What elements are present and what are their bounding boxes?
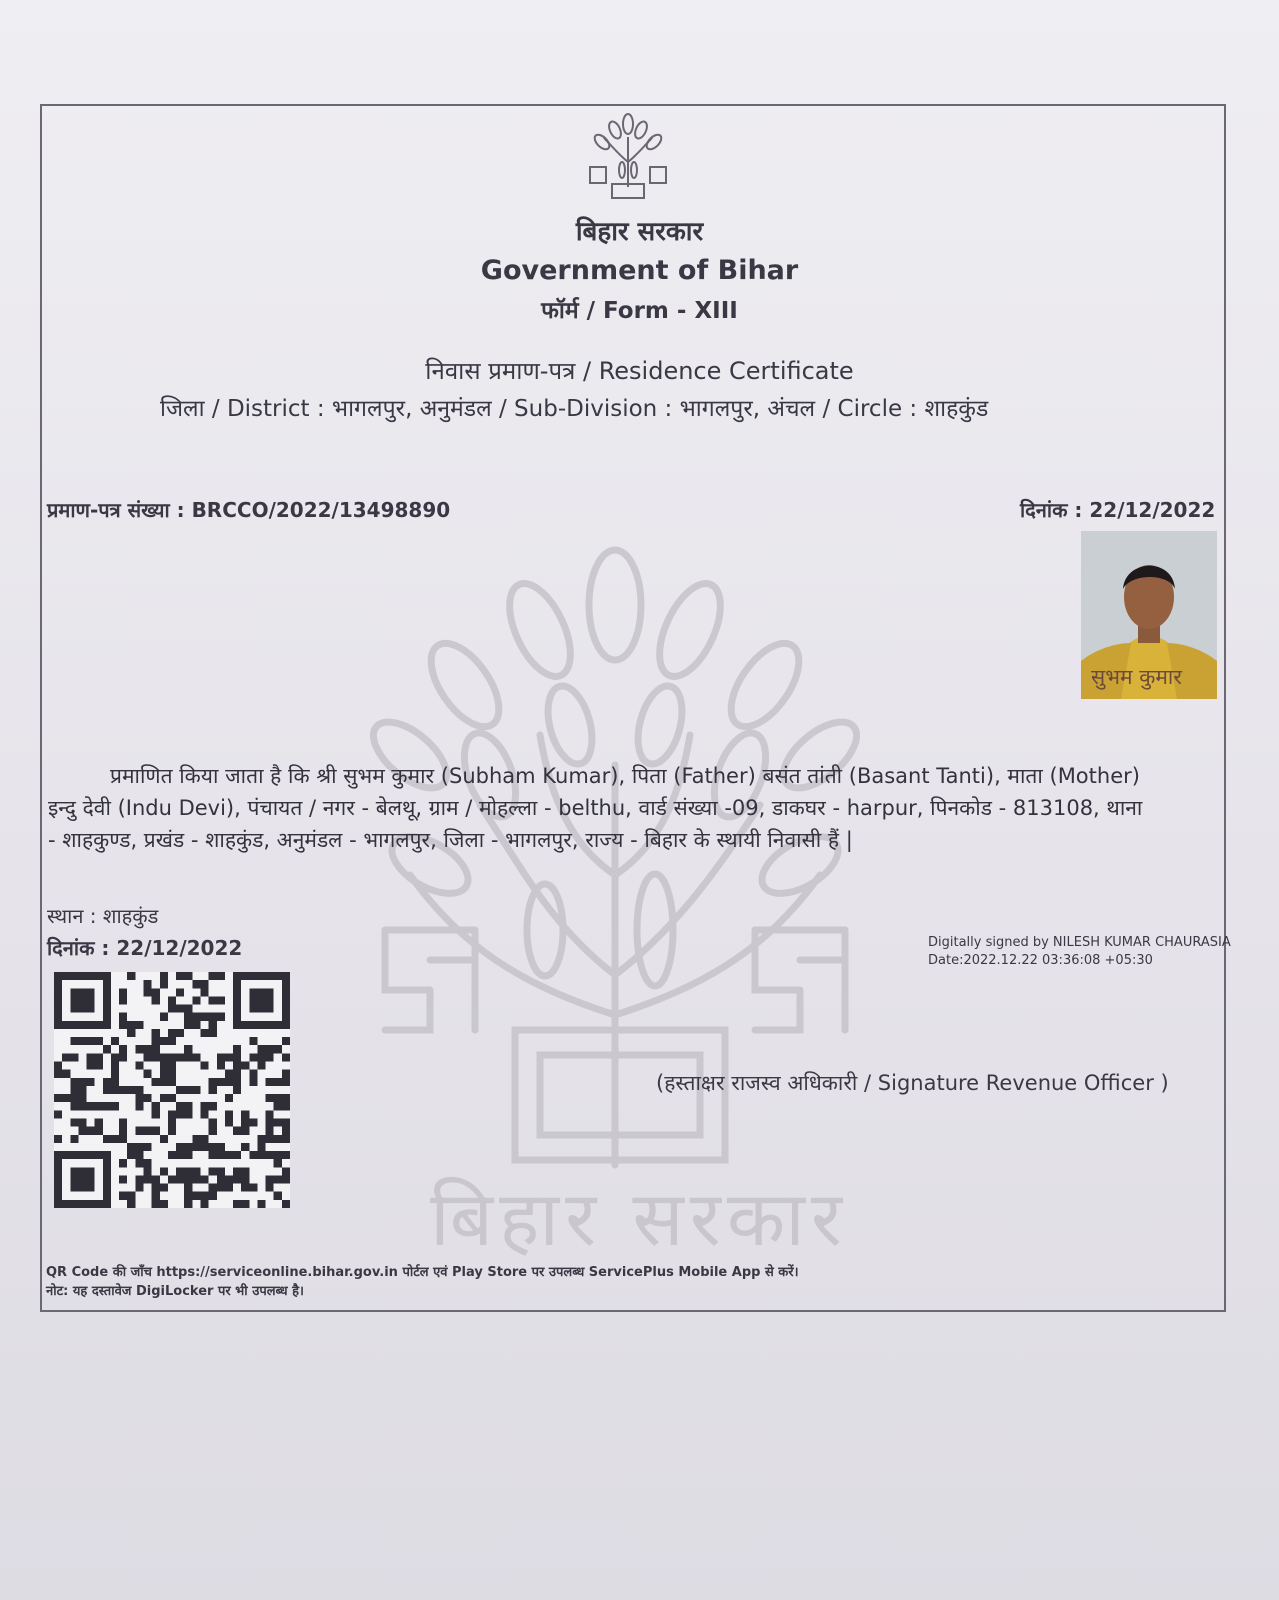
photo-signature: सुभम कुमार xyxy=(1091,665,1182,689)
government-title: Government of Bihar xyxy=(480,255,799,286)
signature-label: (हस्ताक्षर राजस्व अधिकारी / Signature Revenue Officer ) xyxy=(656,1071,1169,1095)
watermark-text: बिहार सरकार xyxy=(430,1174,848,1263)
body-line-1: प्रमाणित किया जाता है कि श्री सुभम कुमार (Subham Kumar), पिता (Father) बसंत तांती (Basant Tanti), माता (Mother) xyxy=(110,764,1140,788)
certificate-title: निवास प्रमाण-पत्र / Residence Certificate xyxy=(425,357,854,385)
qr-code-icon xyxy=(54,972,290,1208)
form-number: फॉर्म / Form - XIII xyxy=(541,298,738,324)
certificate-number: प्रमाण-पत्र संख्या : BRCCO/2022/13498890 xyxy=(47,498,451,522)
body-line-3: - शाहकुण्ड, प्रखंड - शाहकुंड, अनुमंडल - भागलपुर, जिला - भागलपुर, राज्य - बिहार के स्थायी निवासी हैं | xyxy=(48,828,853,852)
body-line-2: इन्दु देवी (Indu Devi), पंचायत / नगर - बेलथू, ग्राम / मोहल्ला - belthu, वार्ड संख्या -09, डाकघर - harpur, पिनकोड - 813108, थाना xyxy=(48,796,1143,820)
issue-date: दिनांक : 22/12/2022 xyxy=(1020,498,1216,522)
digital-signature-date: Date:2022.12.22 03:36:08 +05:30 xyxy=(928,953,1153,968)
bihar-emblem-icon xyxy=(582,112,674,204)
watermark-emblem xyxy=(370,545,890,1265)
digilocker-note: नोट: यह दस्तावेज DigiLocker पर भी उपलब्ध है। xyxy=(46,1284,304,1299)
hindi-government-title: बिहार सरकार xyxy=(575,217,704,247)
digital-signature-name: Digitally signed by NILESH KUMAR CHAURASIA xyxy=(928,935,1231,950)
footer-date: दिनांक : 22/12/2022 xyxy=(47,936,243,960)
qr-verification-note: QR Code की जाँच https://serviceonline.bihar.gov.in पोर्टल एवं Play Store पर उपलब्ध ServicePlus Mobile App से करें। xyxy=(46,1265,799,1280)
place: स्थान : शाहकुंड xyxy=(47,904,159,928)
certificate-body xyxy=(48,760,1218,856)
jurisdiction-line: जिला / District : भागलपुर, अनुमंडल / Sub-Division : भागलपुर, अंचल / Circle : शाहकुंड xyxy=(160,396,989,422)
applicant-photo xyxy=(1081,531,1217,699)
